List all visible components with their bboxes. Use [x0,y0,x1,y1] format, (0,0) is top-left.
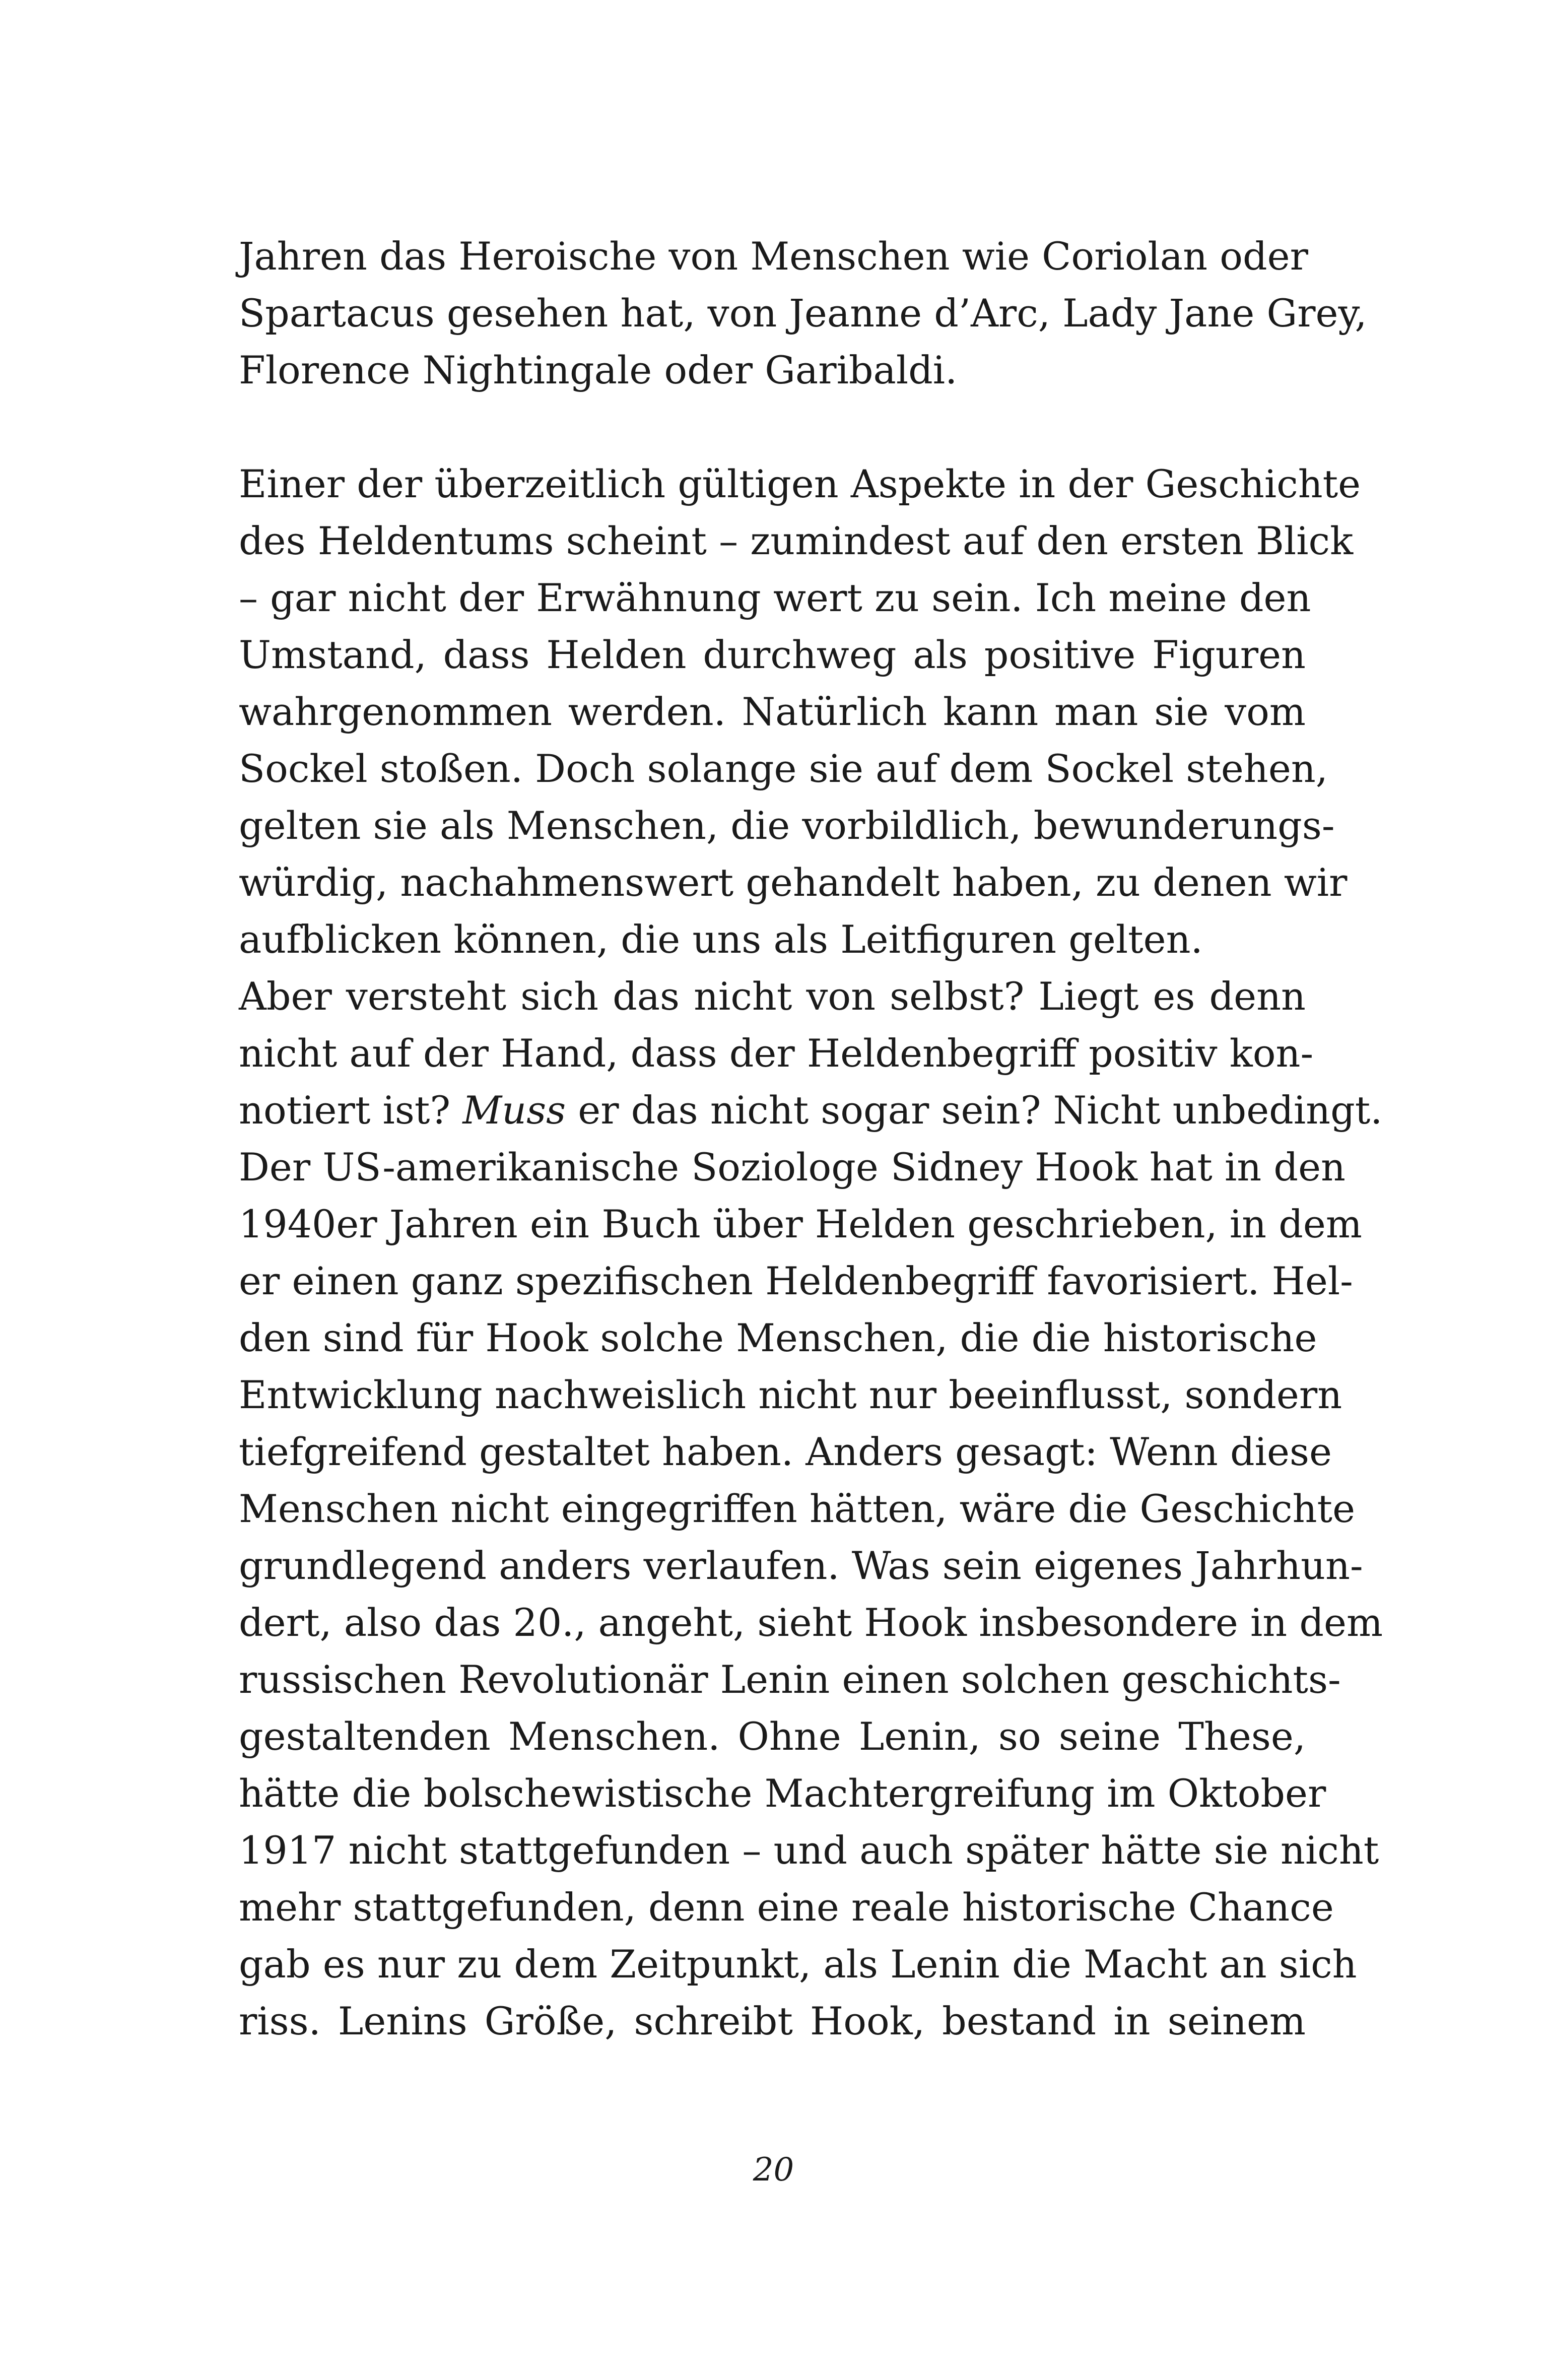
text-line: nicht auf der Hand, dass der Heldenbegriff positiv kon- [239,1031,1314,1076]
text-line: Entwicklung nachweislich nicht nur beeinflusst, sondern [239,1372,1342,1417]
text-line: des Heldentums scheint – zumindest auf den ersten Blick [239,518,1354,563]
text-line: riss. Lenins Größe, schreibt Hook, bestand in seinem [239,1999,1306,2043]
text-line: dert, also das 20., angeht, sieht Hook insbesondere in dem [239,1600,1383,1645]
text-line: Einer der überzeitlich gültigen Aspekte in der Geschichte [239,461,1361,506]
text-line: Spartacus gesehen hat, von Jeanne d’Arc, Lady Jane Grey, [239,291,1367,336]
text-line: 1917 nicht stattgefunden – und auch später hätte sie nicht [239,1828,1379,1873]
text-line: Menschen nicht eingegriffen hätten, wäre die Geschichte [239,1486,1356,1531]
text-segment: notiert ist? [239,1088,463,1133]
text-line: mehr stattgefunden, denn eine reale historische Chance [239,1885,1334,1930]
text-line: 1940er Jahren ein Buch über Helden geschrieben, in dem [239,1202,1362,1246]
text-line: gab es nur zu dem Zeitpunkt, als Lenin die Macht an sich [239,1942,1357,1987]
text-line: Der US-amerikanische Soziologe Sidney Hook hat in den [239,1145,1346,1189]
text-line: aufblicken können, die uns als Leitfiguren gelten. [239,917,1203,962]
text-line: russischen Revolutionär Lenin einen solchen geschichts- [239,1657,1341,1702]
text-line: gelten sie als Menschen, die vorbildlich, bewunderungs- [239,803,1335,848]
text-line: Aber versteht sich das nicht von selbst? Liegt es denn [239,974,1306,1019]
emphasis-text: Muss [462,1088,566,1133]
text-line: Florence Nightingale oder Garibaldi. [239,348,958,392]
text-line: gestaltenden Menschen. Ohne Lenin, so seine These, [239,1714,1306,1759]
text-line: Umstand, dass Helden durchweg als positive Figuren [239,632,1306,677]
text-line [239,1082,1383,1139]
text-line: Jahren das Heroische von Menschen wie Coriolan oder [239,234,1308,279]
text-segment: er das nicht sogar sein? Nicht unbedingt. [566,1088,1383,1133]
text-line: tiefgreifend gestaltet haben. Anders gesagt: Wenn diese [239,1429,1332,1474]
paragraph-gap [239,399,1306,455]
text-line: würdig, nachahmenswert gehandelt haben, zu denen wir [239,860,1348,905]
body-text [239,228,1383,2050]
text-line: – gar nicht der Erwähnung wert zu sein. Ich meine den [239,575,1311,620]
text-line: hätte die bolschewistische Machtergreifung im Oktober [239,1771,1326,1816]
text-line: er einen ganz spezifischen Heldenbegriff favorisiert. Hel- [239,1259,1353,1303]
text-line: den sind für Hook solche Menschen, die die historische [239,1315,1317,1360]
page-number: 20 [753,2151,794,2189]
text-line: Sockel stoßen. Doch solange sie auf dem Sockel stehen, [239,746,1328,791]
text-line: wahrgenommen werden. Natürlich kann man sie vom [239,689,1306,734]
text-line: grundlegend anders verlaufen. Was sein eigenes Jahrhun- [239,1543,1363,1588]
